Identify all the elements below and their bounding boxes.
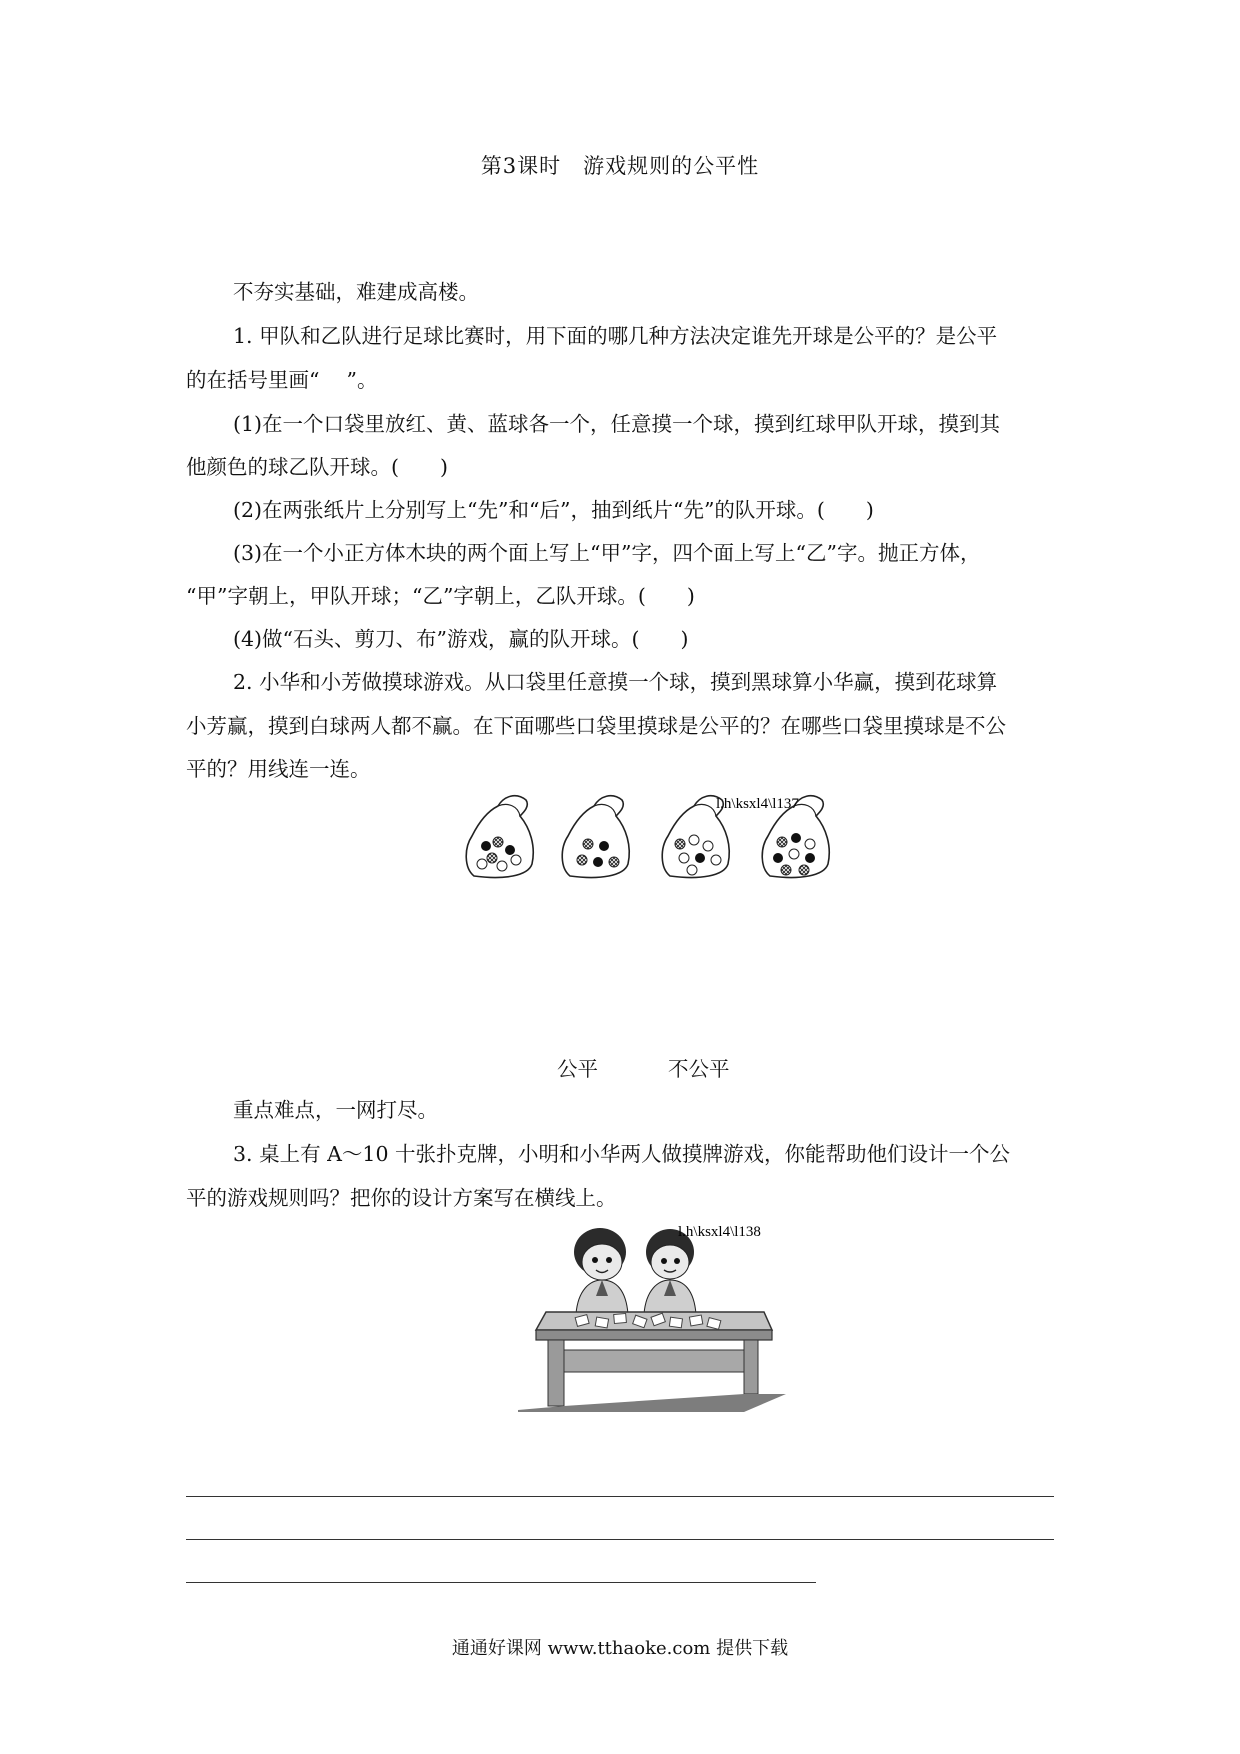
q3-text-line2: 平的游戏规则吗？把你的设计方案写在横线上。	[186, 1186, 617, 1210]
kids-card-game-illustration	[518, 1222, 788, 1418]
q1-text-line1: 1. 甲队和乙队进行足球比赛时，用下面的哪几种方法决定谁先开球是公平的？是公平	[233, 324, 998, 348]
label-fair[interactable]: 公平	[557, 1057, 598, 1081]
q2-text-line1: 2. 小华和小芳做摸球游戏。从口袋里任意摸一个球，摸到黑球算小华赢，摸到花球算	[233, 670, 998, 694]
q3-text-line1: 3. 桌上有 A～10 十张扑克牌，小明和小华两人做摸牌游戏，你能帮助他们设计一个公	[233, 1142, 1010, 1166]
boy-left	[574, 1228, 628, 1314]
section-heading-key-points: 重点难点，一网打尽。	[233, 1098, 438, 1122]
answer-line-3[interactable]	[186, 1582, 816, 1583]
kids-image-ref: l.h\ksxl4\l138	[678, 1224, 761, 1240]
label-unfair[interactable]: 不公平	[668, 1057, 730, 1081]
bag-1[interactable]	[466, 796, 533, 878]
section-heading-basics: 不夯实基础，难建成高楼。	[233, 280, 479, 304]
q1-option4: (4)做“石头、剪刀、布”游戏，赢的队开球。( )	[233, 627, 689, 651]
page-title: 第3课时 游戏规则的公平性	[480, 154, 760, 178]
q2-text-line3: 平的？用线连一连。	[186, 757, 371, 781]
boy-right	[644, 1229, 696, 1314]
q1-option3-line2: “甲”字朝上，甲队开球；“乙”字朝上，乙队开球。( )	[186, 584, 695, 608]
q1-option1-line2: 他颜色的球乙队开球。( )	[186, 455, 448, 479]
bag-2[interactable]	[562, 796, 629, 878]
bags-image-ref: l.h\ksxl4\l137	[716, 796, 799, 812]
answer-line-1[interactable]	[186, 1496, 1054, 1497]
q1-text-line2: 的在括号里画“ ”。	[186, 368, 378, 392]
ball-bags-illustration	[464, 788, 844, 880]
q2-text-line2: 小芳赢，摸到白球两人都不赢。在下面哪些口袋里摸球是公平的？在哪些口袋里摸球是不公	[186, 714, 1006, 738]
q1-option3-line1: (3)在一个小正方体木块的两个面上写上“甲”字，四个面上写上“乙”字。抛正方体，	[233, 541, 981, 565]
q1-option1-line1: (1)在一个口袋里放红、黄、蓝球各一个，任意摸一个球，摸到红球甲队开球，摸到其	[233, 412, 1001, 436]
footer-credit: 通通好课网 www.tthaoke.com 提供下载	[451, 1638, 789, 1659]
answer-line-2[interactable]	[186, 1539, 1054, 1540]
q1-option2: (2)在两张纸片上分别写上“先”和“后”，抽到纸片“先”的队开球。( )	[233, 498, 874, 522]
